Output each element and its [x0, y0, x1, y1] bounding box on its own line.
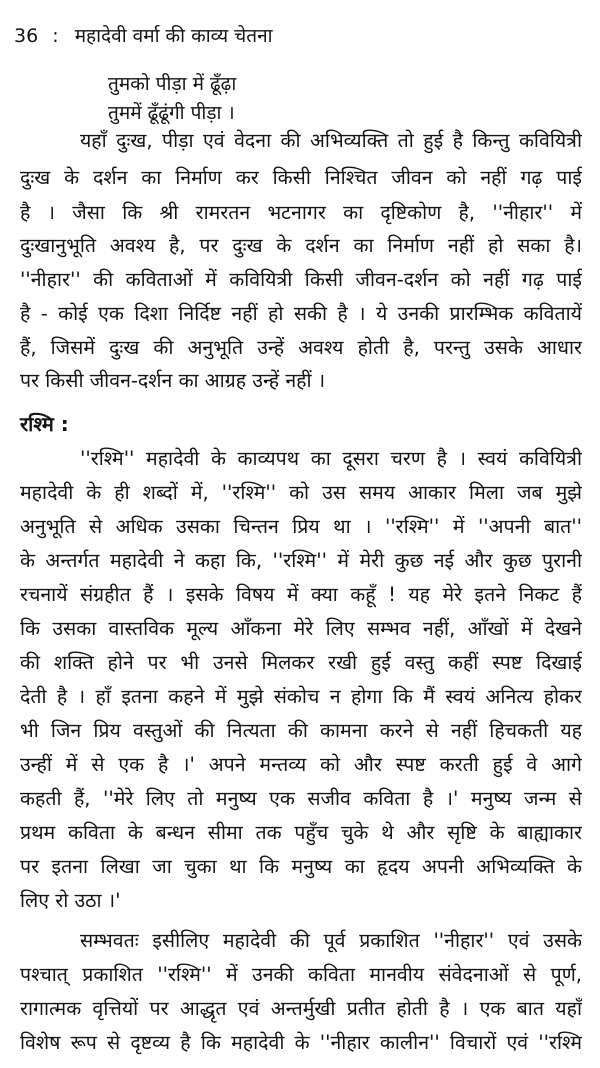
paragraph-line: महादेवी के ही शब्दों में, ''रश्मि'' को उस समय आकार मिला जब मुझे — [20, 481, 582, 504]
section-heading: रश्मि : — [20, 412, 69, 436]
paragraph-line: प्रथम कविता के बन्धन सीमा तक पहुँच चुके थे और सृष्टि के बाह्याकार — [20, 821, 582, 844]
paragraph-line: लिए रो उठा ।' — [20, 889, 121, 912]
paragraph-line: यहाँ दुःख, पीड़ा एवं वेदना की अभिव्यक्ति तो हुई है किन्तु कवियित्री — [80, 129, 582, 152]
paragraph-line: देती है । हाँ इतना कहने में मुझे संकोच न होगा कि मैं स्वयं अनित्य होकर — [20, 685, 582, 708]
paragraph-line: ''रश्मि'' महादेवी के काव्यपथ का दूसरा चरण है । स्वयं कवियित्री — [80, 447, 582, 470]
paragraph-line: दुःख के दर्शन का निर्माण कर किसी निश्चित जीवन को नहीं गढ़ पाई — [20, 166, 582, 189]
paragraph-line: ''नीहार'' की कविताओं में कवियित्री किसी जीवन-दर्शन को नहीं गढ़ पाई — [20, 268, 582, 291]
verse-line: तुमको पीड़ा में ढूँढ़ा — [108, 73, 237, 95]
paragraph-line: हैं, जिसमें दुःख की अनुभूति उन्हें अवश्य होती है, परन्तु उसके आधार — [20, 336, 582, 359]
running-header — [14, 22, 273, 48]
paragraph-line: अनुभूति से अधिक उसका चिन्तन प्रिय था । ''रश्मि'' में ''अपनी बात'' — [20, 515, 582, 538]
paragraph-line: है । जैसा कि श्री रामरतन भटनागर का दृष्टिकोण है, ''नीहार'' में — [20, 201, 582, 224]
paragraph-line: पर किसी जीवन-दर्शन का आग्रह उन्हें नहीं । — [20, 369, 326, 392]
paragraph-line: पश्चात् प्रकाशित ''रश्मि'' में उनकी कविता मानवीय संवेदनाओं से पूर्ण, — [20, 963, 582, 986]
page-number: 36 — [14, 25, 39, 47]
paragraph-line: के अन्तर्गत महादेवी ने कहा कि, ''रश्मि'' में मेरी कुछ नई और कुछ पुरानी — [20, 549, 582, 572]
verse-line: तुममें ढूँढूंगी पीड़ा । — [108, 102, 235, 124]
book-title: महादेवी वर्मा की काव्य चेतना — [74, 25, 273, 47]
paragraph-line: है - कोई एक दिशा निर्दिष्ट नहीं हो सकी है । ये उनकी प्रारम्भिक कवितायें — [20, 302, 582, 325]
paragraph-line: विशेष रूप से दृष्टव्य है कि महादेवी के ''नीहार कालीन'' विचारों एवं ''रश्मि — [20, 1031, 582, 1054]
paragraph-line: रागात्मक वृत्तियों पर आद्धृत एवं अन्तर्मुखी प्रतीत होती है । एक बात यहाँ — [20, 997, 582, 1020]
paragraph-line: रचनायें संग्रहीत हैं । इसके विषय में क्या कहूँ ! यह मेरे इतने निकट हैं — [20, 583, 582, 606]
paragraph-line: कहती हैं, ''मेरे लिए तो मनुष्य एक सजीव कविता है ।' मनुष्य जन्म से — [20, 787, 582, 810]
header-separator: : — [52, 25, 59, 47]
paragraph-line: दुःखानुभूति अवश्य है, पर दुःख के दर्शन का निर्माण नहीं हो सका है। — [20, 234, 582, 257]
paragraph-line: कि उसका वास्तविक मूल्य आँकना मेरे लिए सम्भव नहीं, आँखों में देखने — [20, 617, 582, 640]
paragraph-line: पर इतना लिखा जा चुका था कि मनुष्य का हृदय अपनी अभिव्यक्ति के — [20, 855, 582, 878]
paragraph-line: भी जिन प्रिय वस्तुओं की नित्यता की कामना करने से नहीं हिचकती यह — [20, 719, 582, 742]
paragraph-line: उन्हीं में से एक है ।' अपने मन्तव्य को और स्पष्ट करती हुई वे आगे — [20, 753, 582, 776]
paragraph-line: सम्भवतः इसीलिए महादेवी की पूर्व प्रकाशित ''नीहार'' एवं उसके — [80, 929, 582, 952]
paragraph-line: की शक्ति होने पर भी उनसे मिलकर रखी हुई वस्तु कहीं स्पष्ट दिखाई — [20, 651, 582, 674]
